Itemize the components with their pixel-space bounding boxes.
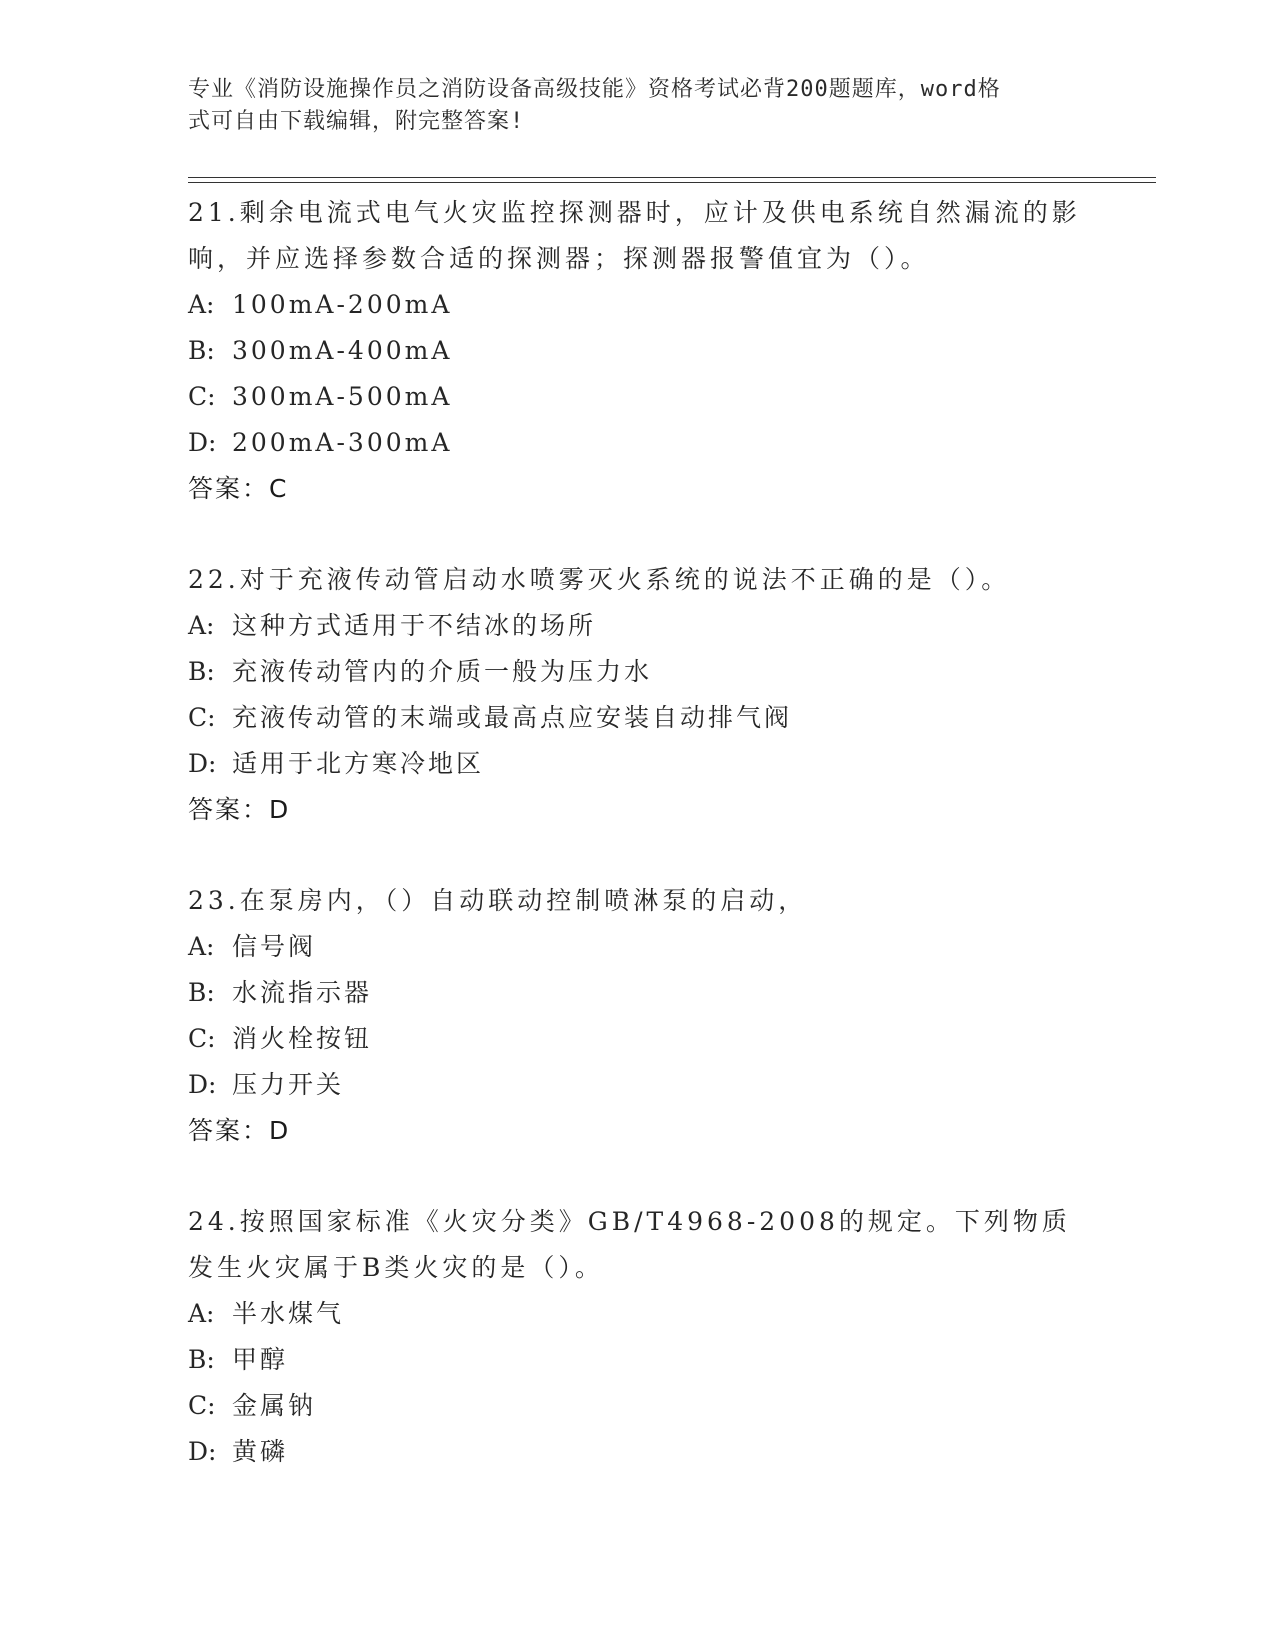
option-text: 充液传动管的末端或最高点应安装自动排气阀 — [232, 703, 793, 732]
answer-line: 答案：D — [188, 1116, 291, 1145]
option-label: B: — [188, 978, 215, 1007]
option-text: 这种方式适用于不结冰的场所 — [232, 611, 597, 640]
option-label: C: — [188, 703, 216, 732]
option-c — [188, 1383, 1088, 1429]
question-stem: 22.对于充液传动管启动水喷雾灭火系统的说法不正确的是（）。 — [188, 565, 1011, 594]
option-a — [188, 924, 1088, 970]
option-label: C: — [188, 1391, 216, 1420]
option-c — [188, 695, 1088, 741]
question-21 — [188, 190, 1088, 512]
option-text: 适用于北方寒冷地区 — [232, 749, 485, 778]
question-23 — [188, 878, 1088, 1154]
option-label: B: — [188, 1345, 215, 1374]
option-label: D: — [188, 1437, 217, 1466]
option-text: 压力开关 — [232, 1070, 345, 1099]
option-text: 甲醇 — [232, 1345, 289, 1374]
option-label: A: — [188, 1299, 215, 1328]
header-divider-top — [188, 177, 1156, 178]
option-label: D: — [188, 1070, 217, 1099]
option-text: 黄磷 — [232, 1437, 289, 1466]
option-text: 消火栓按钮 — [232, 1024, 373, 1053]
option-d — [188, 741, 1088, 787]
option-text: 半水煤气 — [232, 1299, 345, 1328]
option-d — [188, 1062, 1088, 1108]
header-line-2: 式可自由下载编辑，附完整答案! — [188, 109, 525, 134]
option-label: A: — [188, 290, 215, 319]
option-label: A: — [188, 932, 215, 961]
option-b — [188, 649, 1088, 695]
option-text: 水流指示器 — [232, 978, 373, 1007]
option-label: D: — [188, 749, 217, 778]
question-stem: 21.剩余电流式电气火灾监控探测器时，应计及供电系统自然漏流的影响，并应选择参数合适的探测器；探测器报警值宜为（）。 — [188, 198, 1081, 273]
option-b — [188, 970, 1088, 1016]
option-a — [188, 603, 1088, 649]
question-stem: 23.在泵房内，（）自动联动控制喷淋泵的启动， — [188, 886, 808, 915]
option-b — [188, 1337, 1088, 1383]
option-label: B: — [188, 336, 215, 365]
option-text: 信号阀 — [232, 932, 317, 961]
option-label: D: — [188, 428, 217, 457]
option-text: 300mA-400mA — [232, 336, 453, 365]
option-c — [188, 374, 1088, 420]
question-list — [188, 190, 1088, 1475]
option-text: 200mA-300mA — [232, 428, 453, 457]
header-line-1: 专业《消防设施操作员之消防设备高级技能》资格考试必背200题题库，word格 — [188, 77, 1001, 102]
option-label: C: — [188, 382, 216, 411]
option-label: A: — [188, 611, 215, 640]
option-text: 充液传动管内的介质一般为压力水 — [232, 657, 653, 686]
option-text: 300mA-500mA — [232, 382, 453, 411]
document-header — [188, 74, 1068, 138]
option-a — [188, 282, 1088, 328]
option-label: B: — [188, 657, 215, 686]
option-b — [188, 328, 1088, 374]
option-d — [188, 1429, 1088, 1475]
question-stem: 24.按照国家标准《火灾分类》GB/T4968-2008的规定。下列物质发生火灾属于B类火灾的是（）。 — [188, 1207, 1071, 1282]
header-divider-bottom — [188, 182, 1156, 183]
question-24 — [188, 1199, 1088, 1475]
question-22 — [188, 557, 1088, 833]
option-text: 金属钠 — [232, 1391, 317, 1420]
option-text: 100mA-200mA — [232, 290, 453, 319]
option-a — [188, 1291, 1088, 1337]
option-d — [188, 420, 1088, 466]
answer-line: 答案：C — [188, 474, 289, 503]
answer-line: 答案：D — [188, 795, 291, 824]
option-label: C: — [188, 1024, 216, 1053]
option-c — [188, 1016, 1088, 1062]
